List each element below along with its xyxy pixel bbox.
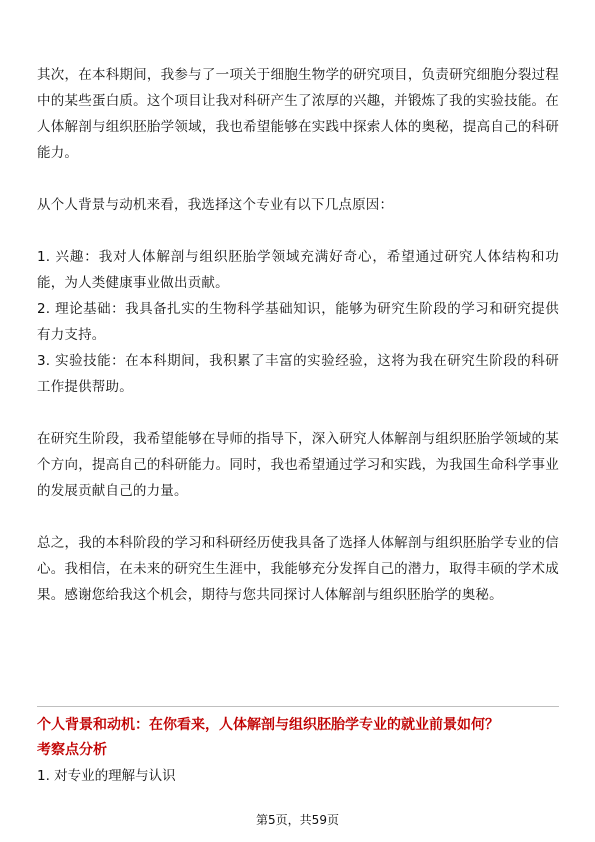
document-body — [37, 62, 559, 608]
paragraph-research-experience: 其次，在本科期间，我参与了一项关于细胞生物学的研究项目，负责研究细胞分裂过程中的某些蛋白质。这个项目让我对科研产生了浓厚的兴趣，并锻炼了我的实验技能。在人体解剖与组织胚胎学领域，我也希望能够在实践中探索人体的奥秘，提高自己的科研能力。 — [37, 67, 559, 161]
analysis-point: 1. 对专业的理解与认识 — [37, 768, 176, 784]
list-item-reason-lab-skills: 3. 实验技能：在本科期间，我积累了丰富的实验经验，这将为我在研究生阶段的科研工作提供帮助。 — [37, 353, 559, 395]
analysis-heading: 考察点分析 — [37, 742, 107, 758]
section-divider — [37, 706, 559, 707]
page-number-footer: 第5页，共59页 — [256, 813, 339, 827]
list-item-reason-interest: 1. 兴趣：我对人体解剖与组织胚胎学领域充满好奇心，希望通过研究人体结构和功能，为人类健康事业做出贡献。 — [37, 249, 559, 291]
list-item-reason-theory: 2. 理论基础：我具备扎实的生物科学基础知识，能够为研究生阶段的学习和研究提供有力支持。 — [37, 301, 559, 343]
paragraph-conclusion: 总之，我的本科阶段的学习和科研经历使我具备了选择人体解剖与组织胚胎学专业的信心。我相信，在未来的研究生生涯中，我能够充分发挥自己的潜力，取得丰硕的学术成果。感谢您给我这个机会，期待与您共同探讨人体解剖与组织胚胎学的奥秘。 — [37, 535, 559, 603]
paragraph-reasons-intro: 从个人背景与动机来看，我选择这个专业有以下几点原因： — [37, 197, 394, 213]
interview-question: 个人背景和动机：在你看来，人体解剖与组织胚胎学专业的就业前景如何？ — [37, 717, 499, 733]
paragraph-graduate-goals: 在研究生阶段，我希望能够在导师的指导下，深入研究人体解剖与组织胚胎学领域的某个方向，提高自己的科研能力。同时，我也希望通过学习和实践，为我国生命科学事业的发展贡献自己的力量。 — [37, 431, 559, 499]
